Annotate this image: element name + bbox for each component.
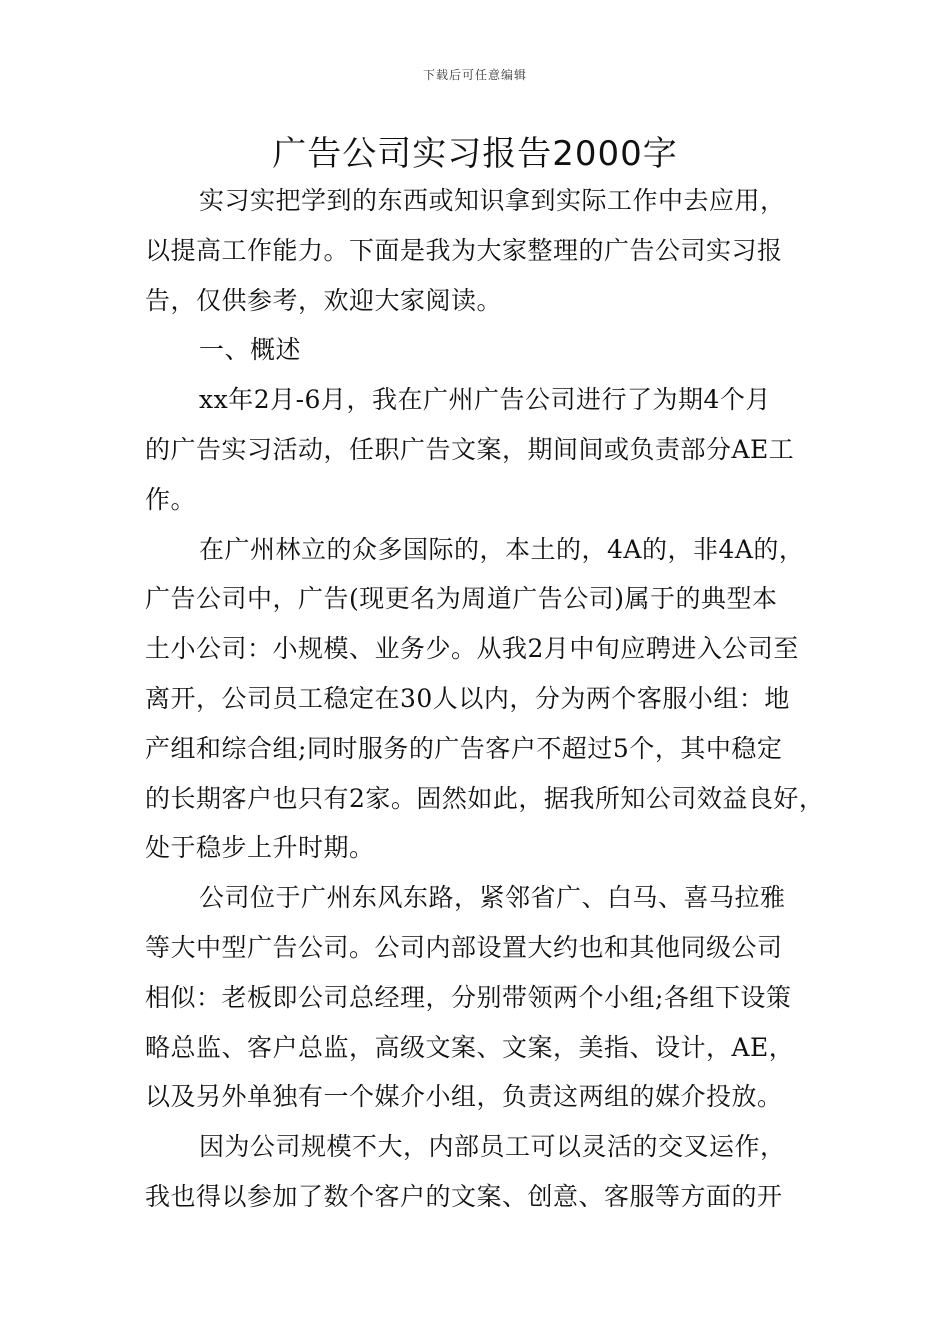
text-line: [145, 525, 815, 575]
line-text: 离开，公司员工稳定在30人以内，分为两个客服小组：地: [145, 683, 790, 713]
document-title: 广告公司实习报告2000字: [272, 134, 678, 174]
text-line: [145, 475, 815, 525]
text-line: [145, 873, 815, 923]
text-line: [145, 425, 815, 475]
line-text: 以提高工作能力。下面是我为大家整理的广告公司实习报: [145, 235, 783, 265]
line-text: 作。: [145, 484, 197, 514]
text-line: [145, 1172, 815, 1222]
text-line: [145, 375, 815, 425]
line-text: 处于稳步上升时期。: [145, 833, 375, 863]
line-text: 一、概述: [199, 335, 302, 365]
text-line: [145, 1023, 815, 1073]
text-line: [145, 574, 815, 624]
line-text: 因为公司规模不大，内部员工可以灵活的交叉运作，: [199, 1132, 786, 1162]
text-line: [145, 774, 825, 824]
line-text: 实习实把学到的东西或知识拿到实际工作中去应用，: [199, 186, 786, 215]
text-line: [145, 923, 815, 973]
line-text: 等大中型广告公司。公司内部设置大约也和其他同级公司: [145, 932, 783, 962]
text-line: [145, 624, 815, 674]
text-line: [145, 823, 815, 873]
line-text: 产组和综合组;同时服务的广告客户不超过5个，其中稳定: [145, 733, 783, 763]
line-text: 的广告实习活动，任职广告文案，期间间或负责部分AE工: [145, 434, 795, 464]
text-line: [145, 1122, 815, 1172]
text-line: [145, 325, 815, 375]
text-line: [145, 724, 815, 774]
line-text: 略总监、客户总监，高级文案、文案，美指、设计，AE，: [145, 1032, 795, 1062]
text-line: [145, 973, 815, 1023]
line-text: xx年2月-6月，我在广州广告公司进行了为期4个月: [199, 385, 771, 415]
line-text: 的长期客户也只有2家。固然如此，据我所知公司效益良好，: [145, 783, 825, 813]
line-text: 广告公司中，广告(现更名为周道广告公司)属于的典型本: [145, 584, 778, 614]
line-text: 相似：老板即公司总经理，分别带领两个小组;各组下设策: [145, 982, 792, 1012]
text-line: [145, 226, 815, 276]
text-line: [145, 1072, 815, 1122]
line-text: 在广州林立的众多国际的，本土的，4A的，非4A的，: [199, 534, 805, 564]
text-line: [145, 674, 815, 724]
line-text: 公司位于广州东风东路，紧邻省广、白马、喜马拉雅: [199, 883, 786, 913]
header-note: 下载后可任意编辑: [422, 68, 527, 82]
text-line: [145, 176, 815, 226]
line-text: 土小公司：小规模、业务少。从我2月中旬应聘进入公司至: [145, 634, 799, 664]
text-line: [145, 276, 815, 326]
document-body: [145, 176, 825, 1222]
line-text: 我也得以参加了数个客户的文案、创意、客服等方面的开: [145, 1181, 783, 1211]
line-text: 告，仅供参考，欢迎大家阅读。: [145, 285, 503, 315]
line-text: 以及另外单独有一个媒介小组，负责这两组的媒介投放。: [145, 1082, 783, 1112]
